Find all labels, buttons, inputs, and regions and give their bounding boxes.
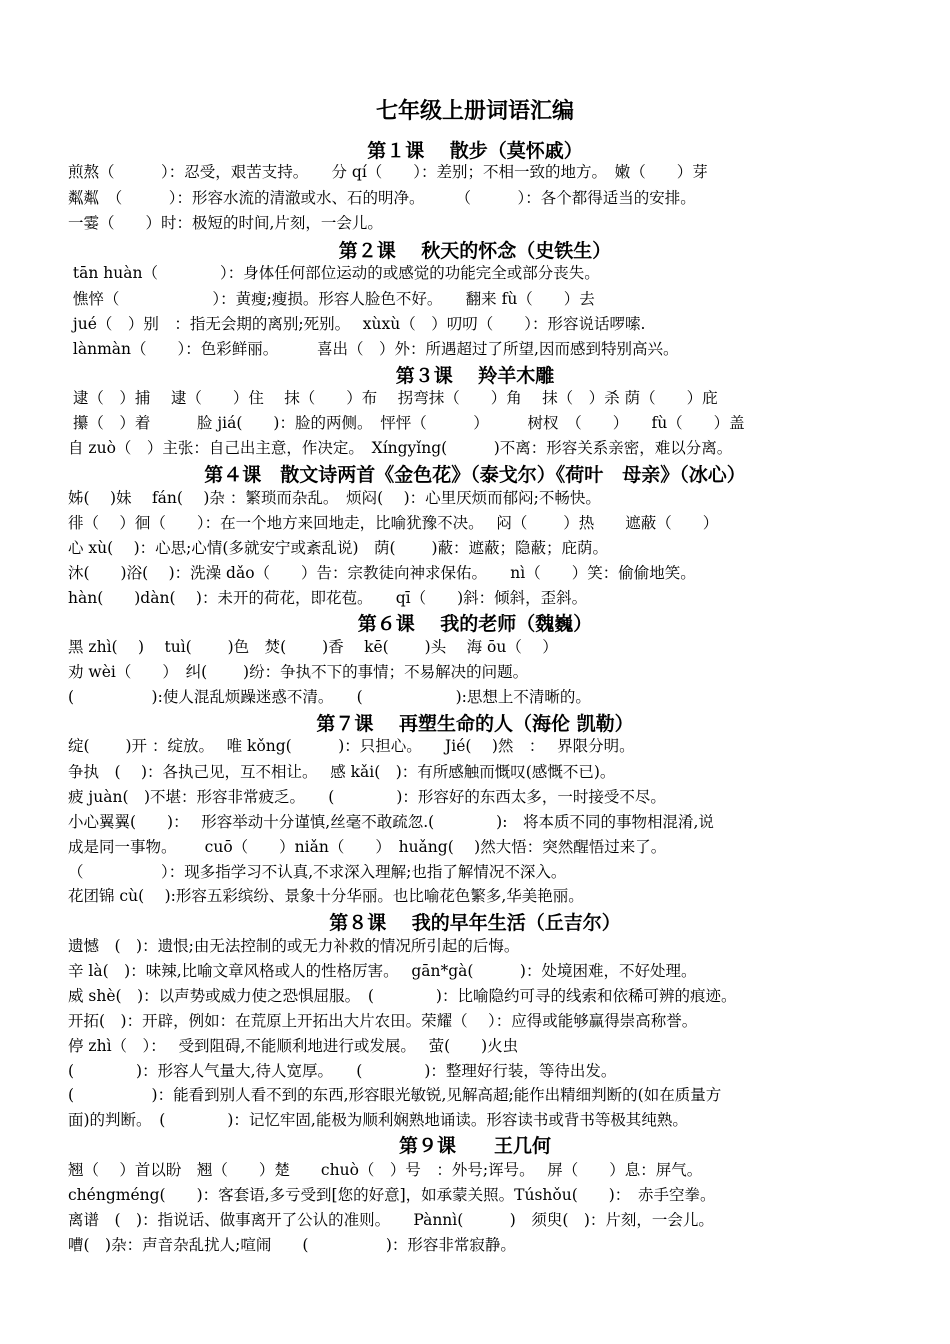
vocab-line: lànmàn（ ）：色彩鲜丽。 喜出（ ）外：所遇超过了所望,因而感到特别高兴。 bbox=[68, 340, 679, 358]
vocab-line: 成是同一事物。 cuō（ ）niǎn（ ） huǎng( )然大悟：突然醒悟过来了。 bbox=[68, 838, 667, 856]
vocab-line: chéngméng( )：客套语,多亏受到[您的好意]，如承蒙关照。Túshǒu( )： 赤手空拳。 bbox=[68, 1186, 716, 1204]
vocab-line: 遗憾 ( )：遗恨;由无法控制的或无力补救的情况所引起的后悔。 bbox=[68, 937, 520, 955]
vocab-line: 黑 zhì( ) tuì( )色 焚( )香 kē( )头 海 ōu（ ） bbox=[68, 638, 558, 656]
vocab-line: tān huàn（ ）：身体任何部位运动的或感觉的功能完全或部分丧失。 bbox=[68, 264, 600, 282]
vocab-line: 粼粼 （ ）：形容水流的清澈或水、石的明净。 （ ）：各个都得适当的安排。 bbox=[68, 189, 696, 207]
vocab-line: ( )：形容人气量大,待人宽厚。 ( )：整理好行装，等待出发。 bbox=[68, 1062, 617, 1080]
vocab-line: 攥（ ）着 脸 jiá( )：脸的两侧。 怦怦（ ） 树杈 （ ） fù（ ）盖 bbox=[68, 414, 745, 432]
vocab-line: 嘈( )杂：声音杂乱扰人;喧闹 ( )：形容非常寂静。 bbox=[68, 1236, 516, 1254]
vocab-line: 劝 wèi（ ） 纠( )纷：争执不下的事情；不易解决的问题。 bbox=[68, 663, 529, 681]
lesson-heading: 第６课 我的老师（魏巍） bbox=[357, 613, 593, 635]
vocab-line: 小心翼翼( )： 形容举动十分谨慎,丝毫不敢疏忽.( ): 将本质不同的事物相混淆,说 bbox=[68, 813, 714, 831]
vocab-line: 心 xù( )：心思;心情(多就安宁或紊乱说) 荫( )蔽：遮蔽；隐蔽；庇荫。 bbox=[68, 539, 609, 557]
lesson-heading: 第９课 王几何 bbox=[398, 1135, 551, 1157]
lesson-heading: 第４课 散文诗两首《金色花》（泰戈尔）《荷叶 母亲》（冰心） bbox=[204, 464, 746, 486]
vocab-line: 徘（ ）徊（ ）：在一个地方来回地走，比喻犹豫不决。 闷（ ）热 遮蔽（ ） bbox=[68, 514, 719, 532]
vocab-line: 争执 ( )：各执己见，互不相让。 感 kǎi( )：有所感触而慨叹(感慨不已)。 bbox=[68, 763, 616, 781]
lesson-heading: 第１课 散步（莫怀戚） bbox=[367, 140, 583, 162]
page-title: 七年级上册词语汇编 bbox=[375, 98, 574, 124]
vocab-line: 自 zuò（ ）主张：自己出主意，作决定。 Xíngyǐng( )不离：形容关系亲密，难以分离。 bbox=[68, 439, 733, 457]
lesson-heading: 第３课 羚羊木雕 bbox=[395, 365, 555, 387]
vocab-line: 煎熬（ ）：忍受，艰苦支持。 分 qí（ ）：差别；不相一致的地方。 嫩（ ）芽 bbox=[68, 163, 708, 181]
vocab-line: （ ）：现多指学习不认真,不求深入理解;也指了解情况不深入。 bbox=[68, 863, 567, 881]
vocab-line: 绽( )开 ：绽放。 唯 kǒng( )：只担心。 Jié( )然 ： 界限分明。 bbox=[68, 737, 635, 755]
lesson-heading: 第８课 我的早年生活（丘吉尔） bbox=[329, 912, 621, 934]
vocab-line: ( ):使人混乱烦躁迷惑不清。 ( ):思想上不清晰的。 bbox=[68, 688, 591, 706]
vocab-line: 辛 là( )：味辣,比喻文章风格或人的性格厉害。 gān*gà( )：处境困难，不好处理。 bbox=[68, 962, 697, 980]
vocab-line: 面)的判断。 ( )：记忆牢固,能极为顺利娴熟地诵读。形容读书或背书等极其纯熟。 bbox=[68, 1111, 688, 1129]
vocab-line: 开拓( )：开辟，例如：在荒原上开拓出大片农田。荣耀（ ）：应得或能够赢得崇高称誉。 bbox=[68, 1012, 698, 1030]
lesson-heading: 第７课 再塑生命的人（海伦 凯勒） bbox=[316, 713, 634, 735]
vocab-line: 逮（ ）捕 逮（ ）住 抹（ ）布 拐弯抹（ ）角 抹（ ）杀 荫（ ）庇 bbox=[68, 389, 718, 407]
vocab-line: 花团锦 cù( ):形容五彩缤纷、景象十分华丽。也比喻花色繁多,华美艳丽。 bbox=[68, 887, 584, 905]
vocab-line: jué（ ）别 ：指无会期的离别;死别。 xùxù（ ）叨叨（ ）：形容说话啰嗦. bbox=[68, 315, 646, 333]
vocab-line: ( )：能看到别人看不到的东西,形容眼光敏锐,见解高超;能作出精细判断的(如在质量方 bbox=[68, 1086, 722, 1104]
vocab-line: 憔悴（ ）：黄瘦;瘦损。形容人脸色不好。 翻来 fù（ ）去 bbox=[68, 290, 595, 308]
vocab-line: 翘（ ）首以盼 翘（ ）楚 chuò（ ）号 ：外号;诨号。 屏（ ）息：屏气。 bbox=[68, 1161, 703, 1179]
vocab-line: 一霎（ ）时：极短的时间,片刻，一会儿。 bbox=[68, 214, 383, 232]
vocab-line: 威 shè( )：以声势或威力使之恐惧屈服。 ( )：比喻隐约可寻的线索和依稀可辨的痕迹。 bbox=[68, 987, 737, 1005]
vocab-line: 姊( )妹 fán( )杂 ：繁琐而杂乱。 烦闷( )：心里厌烦而郁闷;不畅快。 bbox=[68, 489, 601, 507]
vocab-line: 沐( )浴( )：洗澡 dǎo（ ）告：宗教徒向神求保佑。 nì（ ）笑：偷偷地笑。 bbox=[68, 564, 696, 582]
lesson-heading: 第２课 秋天的怀念（史铁生） bbox=[338, 240, 612, 262]
vocab-line: 离谱 ( )：指说话、做事离开了公认的准则。 Pànnì( ) 须臾( )：片刻，一会儿。 bbox=[68, 1211, 714, 1229]
vocab-line: hàn( )dàn( )：未开的荷花，即花苞。 qī（ )斜：倾斜，歪斜。 bbox=[68, 589, 588, 607]
vocab-line: 停 zhì（ ）： 受到阻碍,不能顺利地进行或发展。 萤( )火虫 bbox=[68, 1037, 519, 1055]
vocab-line: 疲 juàn( )不堪：形容非常疲乏。 ( )：形容好的东西太多，一时接受不尽。 bbox=[68, 788, 666, 806]
